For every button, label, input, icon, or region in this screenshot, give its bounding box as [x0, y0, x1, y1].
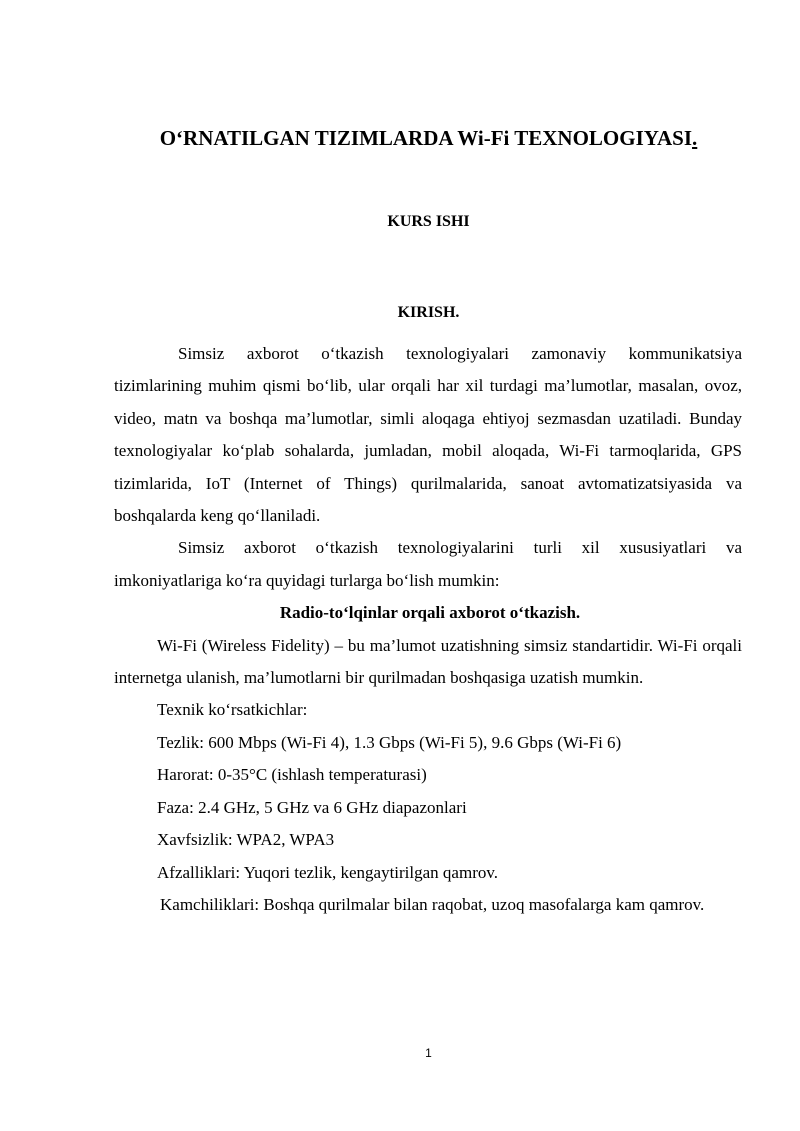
- spec-line: Harorat: 0-35°C (ishlash temperaturasi): [157, 765, 427, 785]
- paragraph-intro: Simsiz axborot o‘tkazish texnologiyalari zamonaviy kommunikatsiya tizimlarining muhim qismi bo‘lib, ular orqali har xil turdagi ma’lumotlar, masalan, ovoz, video, matn va boshqa ma’lumotlar, simli aloqaga ehtiyoj sezmasdan uzatiladi. Bunday texnologiyalar ko‘plab sohalarda, jumladan, mobil aloqada, Wi-Fi tarmoqlarida, GPS tizimlarida, IoT (Internet of Things) qurilmalarida, sanoat avtomatizatsiyasida va boshqalarda keng qo‘llaniladi.: [114, 344, 742, 526]
- paragraph-classification: Simsiz axborot o‘tkazish texnologiyalarini turli xil xususiyatlari va imkoniyatlariga ko‘ra quyidagi turlarga bo‘lish mumkin:: [114, 538, 742, 590]
- paragraph-drawbacks: Kamchiliklari: Boshqa qurilmalar bilan raqobat, uzoq masofalarga kam qamrov.: [160, 894, 705, 914]
- document-title-text: O‘RNATILGAN TIZIMLARDA Wi-Fi TEXNOLOGIYASI: [159, 126, 693, 150]
- spec-line: Afzalliklari: Yuqori tezlik, kengaytirilgan qamrov.: [157, 862, 498, 882]
- section-heading-intro: KIRISH.: [397, 304, 460, 321]
- spec-line: Tezlik: 600 Mbps (Wi-Fi 4), 1.3 Gbps (Wi-Fi 5), 9.6 Gbps (Wi-Fi 6): [157, 732, 622, 752]
- document-title-period: .: [692, 126, 698, 150]
- page-number: 1: [425, 1046, 432, 1060]
- document-body: [114, 338, 742, 921]
- document-title: [0, 124, 800, 152]
- spec-line: Texnik ko‘rsatkichlar:: [157, 700, 308, 720]
- paragraph-wifi: Wi-Fi (Wireless Fidelity) – bu ma’lumot uzatishning simsiz standartidir. Wi-Fi orqali internetga ulanish, ma’lumotlarni bir qurilmadan boshqasiga uzatish mumkin.: [114, 635, 742, 688]
- subheading-radio-waves: Radio-to‘lqinlar orqali axborot o‘tkazish.: [279, 603, 581, 623]
- spec-line: Faza: 2.4 GHz, 5 GHz va 6 GHz diapazonlari: [157, 797, 467, 817]
- spec-line: Xavfsizlik: WPA2, WPA3: [157, 830, 335, 850]
- document-subtitle: KURS ISHI: [387, 213, 470, 230]
